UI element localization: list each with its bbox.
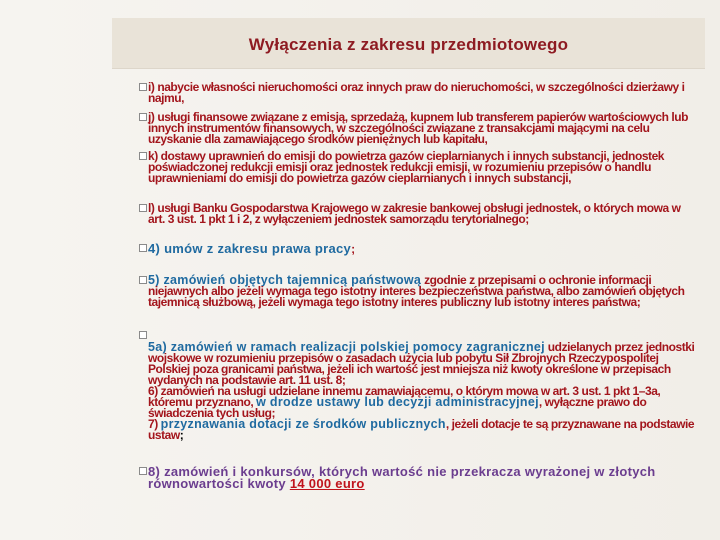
bullet-icon [139, 331, 147, 339]
list-item: i) nabycie własności nieruchomości oraz innych praw do nieruchomości, w szczególności dzierżawy i najmu, [148, 82, 696, 104]
bullet-icon [139, 276, 147, 284]
bullet-icon [139, 83, 147, 91]
list-item: j) usługi finansowe związane z emisją, sprzedażą, kupnem lub transferem papierów wartościowych lub innych instrumentów finansowych, w szczególności związane z transakcjami mającymi na celu uzyskanie dla zamawiającego środków pieniężnych lub kapitału, [148, 112, 696, 145]
list-item-8: 8) zamówień i konkursów, których wartość nie przekracza wyrażonej w złotych równowartości kwoty 14 000 euro [148, 466, 696, 490]
title-banner [112, 18, 705, 69]
list-item-4: 4) umów z zakresu prawa pracy; [148, 243, 696, 255]
amount-link: 14 000 euro [289, 476, 365, 491]
list-item: k) dostawy uprawnień do emisji do powietrza gazów cieplarnianych i innych substancji, jednostek poświadczonej redukcji emisji oraz jednostek redukcji emisji, w rozumieniu przepisów o handlu uprawnieniami do emisji do powietrza gazów cieplarnianych i innych substancji, [148, 151, 696, 184]
list-item-5: 5) zamówień objętych tajemnicą państwową zgodnie z przepisami o ochronie informacji niejawnych albo jeżeli wymaga tego istotny interes bezpieczeństwa państwa, albo zamówień objętych tajemnicą służbową, jeżeli wymaga tego istotny interes publiczny lub istotny interes państwa; [148, 275, 696, 308]
bullet-icon [139, 467, 147, 475]
bullet-icon [139, 244, 147, 252]
list-item-5a: 5a) zamówień w ramach realizacji polskiej pomocy zagranicznej udzielanych przez jednostki wojskowe w rozumieniu przepisów o zasadach użycia lub pobytu Sił Zbrojnych Rzeczypospolitej Polskiej poza granicami państwa, jeżeli ich wartość jest mniejsza niż kwoty określone w przepisach wydanych na podstawie art. 11 ust. 8; 6) zamówień na usługi udzielane innemu zamawiającemu, o którym mowa w art. 3 ust. 1 pkt 1–3a, któremu przyznano, w drodze ustawy lub decyzji administracyjnej, wyłączne prawo do świadczenia tych usług; 7) przyznawania dotacji ze środków publicznych, jeżeli dotacje te są przyznawane na podstawie ustaw; [148, 330, 696, 441]
slide-title: Wyłączenia z zakresu przedmiotowego [248, 35, 569, 54]
bullet-icon [139, 152, 147, 160]
bullet-icon [139, 204, 147, 212]
bullet-icon [139, 113, 147, 121]
list-item: l) usługi Banku Gospodarstwa Krajowego w zakresie bankowej obsługi jednostek, o których mowa w art. 3 ust. 1 pkt 1 i 2, z wyłączeniem jednostek samorządu terytorialnego; [148, 203, 696, 225]
